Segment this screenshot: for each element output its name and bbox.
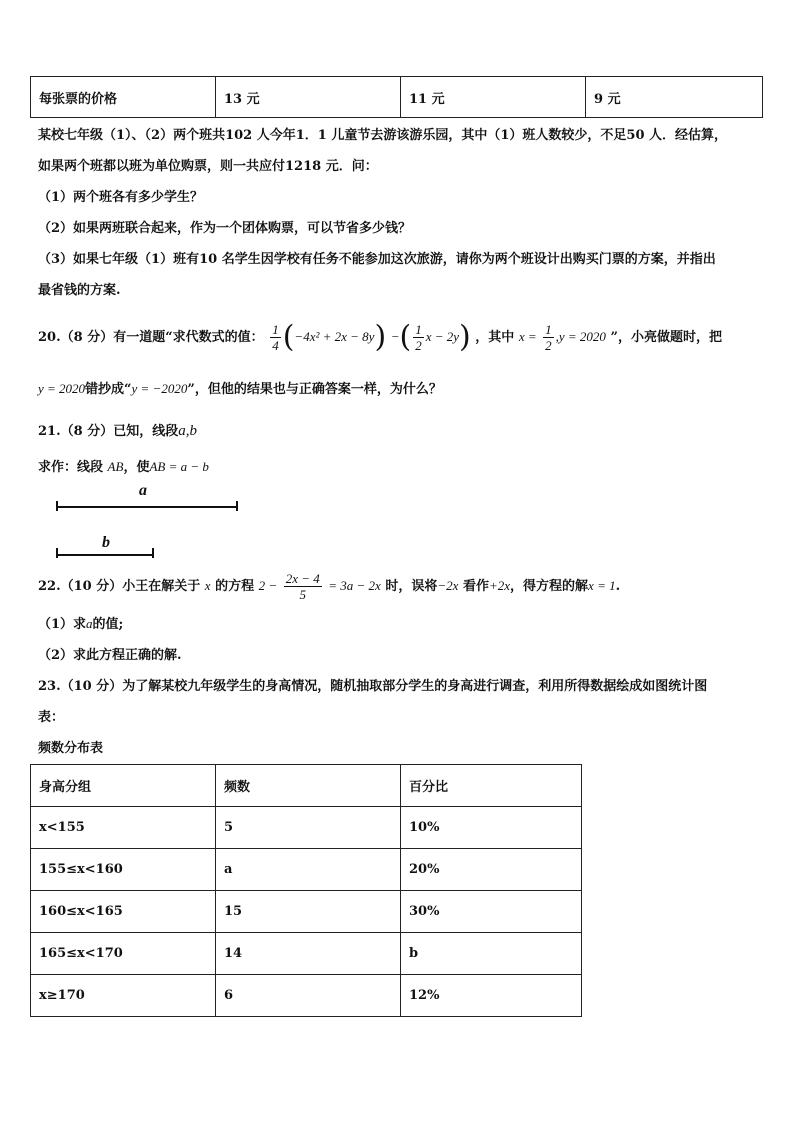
q23-table-title: 频数分布表 — [38, 741, 104, 756]
q21-line1: 21.（8 分）已知，线段a,b — [38, 423, 197, 439]
q22-line1: 22.（10 分）小王在解关于 x 的方程 2 − $\frac{2x - 4}{5}$ = 3a − 2x 时，误将−2x 看作+2x，得方程的解x = 1. — [38, 571, 621, 602]
fraction: $\frac{1}{4}$ — [272, 322, 279, 353]
table-cell: 160≤x<165 — [31, 891, 216, 933]
table-cell: 14 — [216, 933, 401, 975]
fraction: $\frac{1}{2}$ — [415, 322, 422, 353]
price-cell: 11 元 — [401, 77, 586, 118]
segment-b — [56, 554, 154, 556]
table-row — [31, 975, 582, 1017]
table-row — [31, 77, 763, 118]
table-cell: x<155 — [31, 807, 216, 849]
table-row — [31, 849, 582, 891]
price-table — [30, 76, 763, 118]
segment-a — [56, 506, 238, 508]
table-cell: 12% — [401, 975, 582, 1017]
price-cell: 13 元 — [216, 77, 401, 118]
table-header: 身高分组 — [31, 765, 216, 807]
q19-line2: 如果两个班都以班为单位购票，则一共应付1218 元．问： — [38, 159, 378, 174]
table-cell: 30% — [401, 891, 582, 933]
q19-part1: （1）两个班各有多少学生？ — [38, 190, 204, 205]
q19-part2: （2）如果两班联合起来，作为一个团体购票，可以节省多少钱？ — [38, 221, 412, 236]
q22-part1: （1）求a的值; — [38, 616, 124, 632]
q20-expr1: −4x² + 2x − 8y — [294, 329, 375, 344]
table-row — [31, 807, 582, 849]
q19-line1: 某校七年级（1）、（2）两个班共102 人今年1．1 儿童节去游该游乐园，其中（1）班人数较少，不足50 人．经估算， — [38, 128, 728, 143]
segment-a-label: a — [139, 482, 147, 499]
table-header: 百分比 — [401, 765, 582, 807]
fraction: $\frac{1}{2}$ — [545, 322, 552, 353]
q23-line2: 表： — [38, 710, 65, 725]
table-row — [31, 891, 582, 933]
q19-part3-b: 最省钱的方案. — [38, 283, 121, 298]
table-cell: b — [401, 933, 582, 975]
q22-part2: （2）求此方程正确的解. — [38, 648, 182, 663]
table-cell: x≥170 — [31, 975, 216, 1017]
table-cell: 155≤x<160 — [31, 849, 216, 891]
price-cell: 9 元 — [586, 77, 763, 118]
segment-figure — [56, 482, 256, 562]
frequency-table — [30, 764, 582, 1017]
table-cell: 20% — [401, 849, 582, 891]
table-header-row — [31, 765, 582, 807]
table-row — [31, 933, 582, 975]
table-cell: a — [216, 849, 401, 891]
table-cell: 6 — [216, 975, 401, 1017]
fraction: $\frac{2x - 4}{5}$ — [285, 571, 320, 602]
table-cell: 10% — [401, 807, 582, 849]
q20-line2: y = 2020错抄成“y = −2020”，但他的结果也与正确答案一样，为什么？ — [38, 381, 442, 397]
q21-line2: 求作：线段 AB，使AB = a − b — [38, 459, 209, 475]
table-cell: 5 — [216, 807, 401, 849]
price-label-cell: 每张票的价格 — [31, 77, 216, 118]
table-cell: 15 — [216, 891, 401, 933]
table-header: 频数 — [216, 765, 401, 807]
q23-line1: 23.（10 分）为了解某校九年级学生的身高情况，随机抽取部分学生的身高进行调查，利用所得数据绘成如图统计图 — [38, 679, 708, 694]
q20-prefix: 20.（8 分）有一道题“求代数式的值： — [38, 330, 264, 345]
q19-part3-a: （3）如果七年级（1）班有10 名学生因学校有任务不能参加这次旅游，请你为两个班设计出购买门票的方案，并指出 — [38, 252, 716, 267]
segment-b-label: b — [102, 534, 110, 551]
q20-line1: 20.（8 分）有一道题“求代数式的值： $\frac{1}{4}$ (−4x² + 2x − 8y) −( $\frac{1}{2}$ x − 2y) ，其中 x = $\frac{1}{2}$ ,y = 2020 ”，小亮做题时，把 — [38, 319, 722, 355]
q20-expr2: x − 2y — [425, 329, 460, 344]
table-cell: 165≤x<170 — [31, 933, 216, 975]
